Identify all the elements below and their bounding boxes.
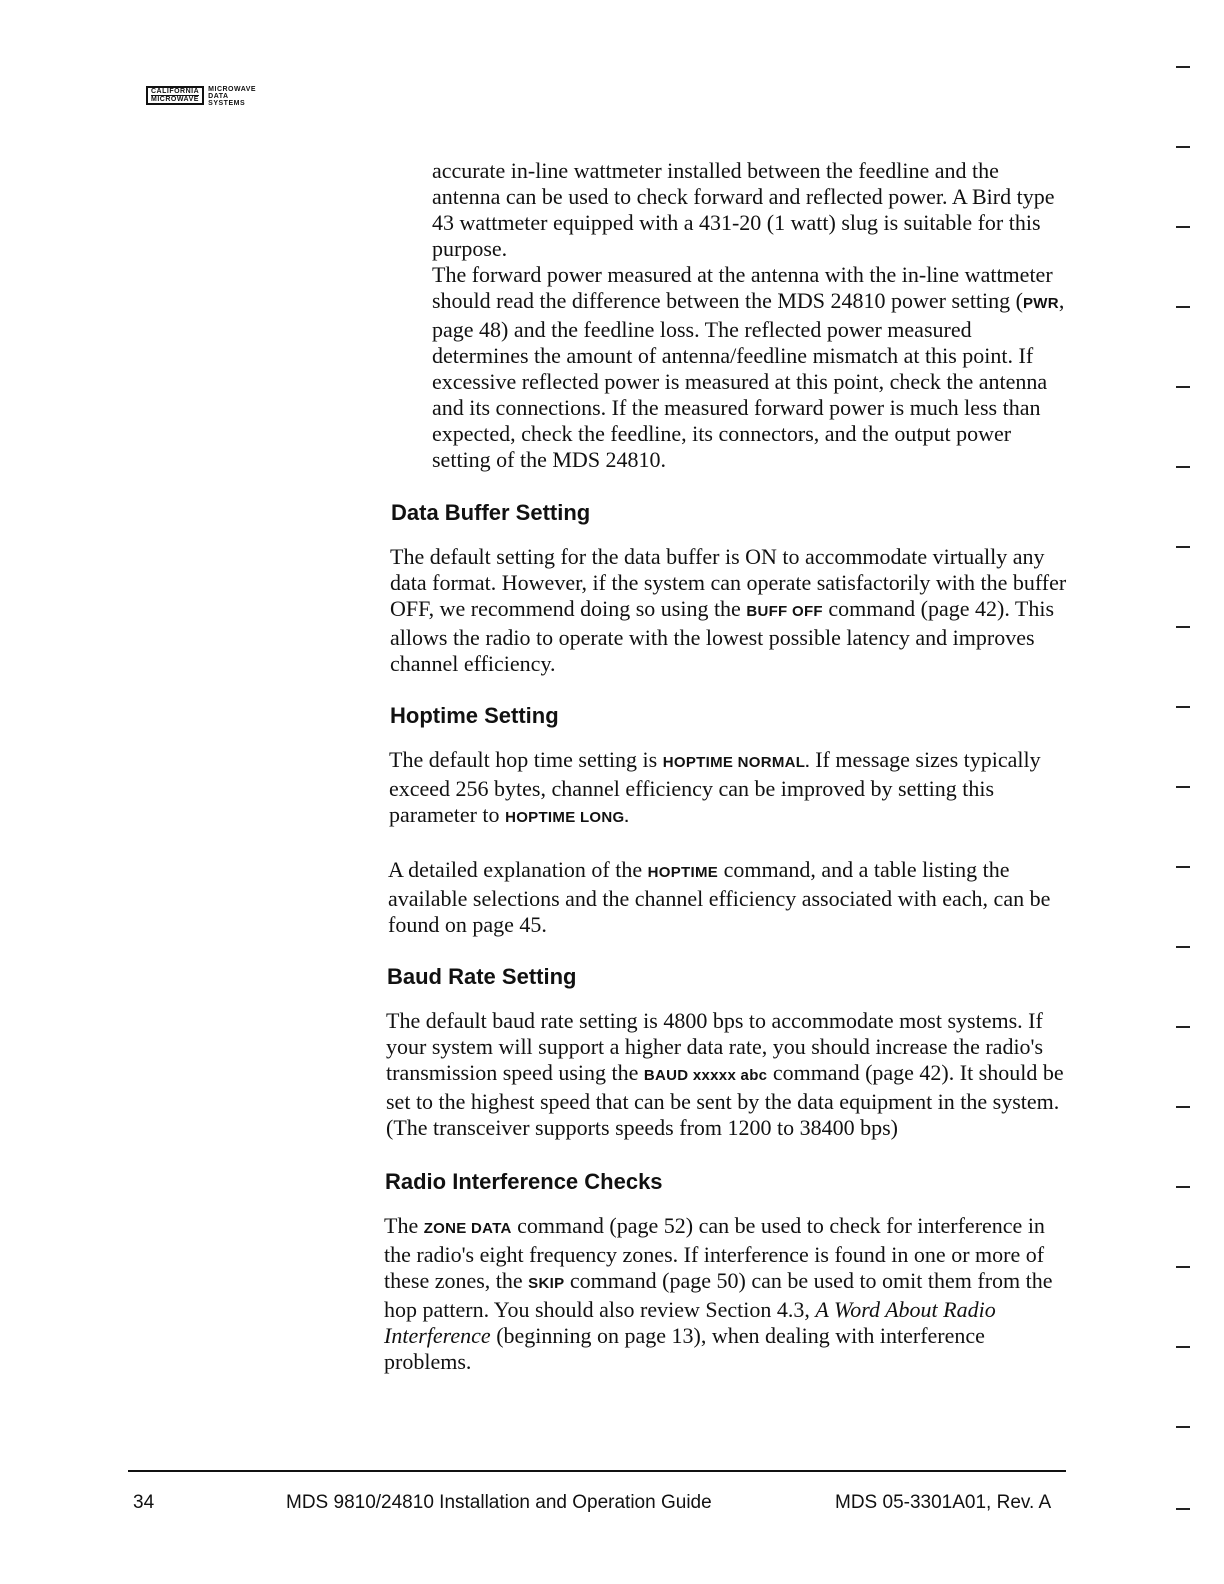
text-run: command (page 50) can be used to omit them from the hop pattern. You should also review Section 4.3, [384, 1268, 1053, 1322]
margin-mark [1176, 226, 1190, 228]
text-run: command (page 42). This allows the radio to operate with the lowest possible latency and improves channel efficiency. [390, 596, 1055, 676]
margin-mark [1176, 706, 1190, 708]
margin-mark [1176, 146, 1190, 148]
command-hoptime-long: HOPTIME LONG. [505, 809, 629, 826]
margin-mark [1176, 386, 1190, 388]
heading-data-buffer: Data Buffer Setting [391, 500, 591, 525]
margin-mark [1176, 866, 1190, 868]
text-run: The default hop time setting is [389, 747, 663, 772]
text-run: A detailed explanation of the [388, 857, 648, 882]
logo-box [146, 86, 204, 105]
logo-text-line: MICROWAVE [208, 86, 257, 93]
heading-radio-interference: Radio Interference Checks [385, 1169, 663, 1194]
margin-mark [1176, 306, 1190, 308]
margin-mark [1176, 1426, 1190, 1428]
hoptime-paragraph-1 [389, 747, 1074, 831]
margin-mark [1176, 1266, 1190, 1268]
footer-rule [128, 1470, 1066, 1472]
margin-mark [1176, 66, 1190, 68]
command-pwr: PWR [1022, 295, 1059, 312]
command-baud: BAUD xxxxx abc [643, 1067, 768, 1084]
logo-wordmark [208, 86, 256, 107]
page-body [384, 158, 1074, 1375]
command-zone-data: ZONE DATA [423, 1220, 512, 1237]
heading-baud-rate: Baud Rate Setting [387, 964, 577, 989]
command-buff-off: BUFF OFF [746, 603, 823, 620]
logo-box-line: MICROWAVE [151, 96, 199, 103]
baud-rate-paragraph [386, 1008, 1074, 1141]
margin-mark [1176, 1106, 1190, 1108]
text-run: command (page 42). It should be set to the highest speed that can be sent by the data equipment in the system. (The transceiver supports speeds from 1200 to 38400 bps) [386, 1060, 1064, 1140]
text-run: The forward power measured at the antenna with the in-line wattmeter should read the difference between the MDS 24810 power setting ( [432, 262, 1053, 313]
company-logo [146, 86, 256, 107]
text-run: (beginning on page 13), when dealing with interference problems. [384, 1323, 985, 1374]
margin-mark [1176, 1186, 1190, 1188]
footer-doc-id: MDS 05-3301A01, Rev. A [835, 1492, 1052, 1513]
interference-paragraph [384, 1213, 1074, 1375]
italic-reference: A Word About Radio Interference [384, 1297, 996, 1348]
heading-hoptime: Hoptime Setting [390, 703, 559, 728]
command-skip: SKIP [528, 1275, 565, 1292]
command-hoptime-normal: HOPTIME NORMAL. [662, 754, 810, 771]
margin-mark [1176, 466, 1190, 468]
logo-box-line: CALIFORNIA [151, 88, 200, 95]
text-run: The default baud rate setting is 4800 bps to accommodate most systems. If your system will support a higher data rate, you should increase the radio's transmission speed using the [386, 1008, 1044, 1085]
footer-title: MDS 9810/24810 Installation and Operation Guide [286, 1492, 712, 1513]
logo-text-line: DATA [208, 93, 229, 100]
page-number: 34 [133, 1492, 155, 1513]
margin-mark [1176, 546, 1190, 548]
intro-paragraph-1: accurate in-line wattmeter installed between the feedline and the antenna can be used to check forward and reflected power. A Bird type 43 wattmeter equipped with a 431-20 (1 watt) slug is suitable for this purpose. [432, 158, 1055, 261]
text-run: The default setting for the data buffer is ON to accommodate virtually any data format. However, if the system can operate satisfactorily with the buffer OFF, we recommend doing so using the [390, 544, 1067, 621]
margin-mark [1176, 946, 1190, 948]
logo-text-line: SYSTEMS [208, 100, 246, 107]
data-buffer-paragraph [390, 544, 1074, 677]
command-hoptime: HOPTIME [647, 864, 719, 881]
text-run: The [384, 1213, 424, 1238]
margin-mark [1176, 786, 1190, 788]
text-run: If message sizes typically exceed 256 bytes, channel efficiency can be improved by setting this parameter to [389, 747, 1041, 827]
margin-mark [1176, 1508, 1190, 1510]
margin-mark [1176, 626, 1190, 628]
margin-mark [1176, 1346, 1190, 1348]
intro-paragraph-2 [432, 262, 1072, 473]
margin-mark [1176, 1026, 1190, 1028]
text-run: command, and a table listing the available selections and the channel efficiency associated with each, can be found on page 45. [388, 857, 1051, 937]
text-run: , page 48) and the feedline loss. The reflected power measured determines the amount of antenna/feedline mismatch at this point. If excessive reflected power is measured at this point, check the antenna and its connections. If the measured forward power is much less than expected, check the feedline, its connectors, and the output power setting of the MDS 24810. [432, 288, 1065, 472]
text-run: command (page 52) can be used to check for interference in the radio's eight frequency zones. If interference is found in one or more of these zones, the [384, 1213, 1045, 1293]
hoptime-paragraph-2 [388, 857, 1074, 938]
